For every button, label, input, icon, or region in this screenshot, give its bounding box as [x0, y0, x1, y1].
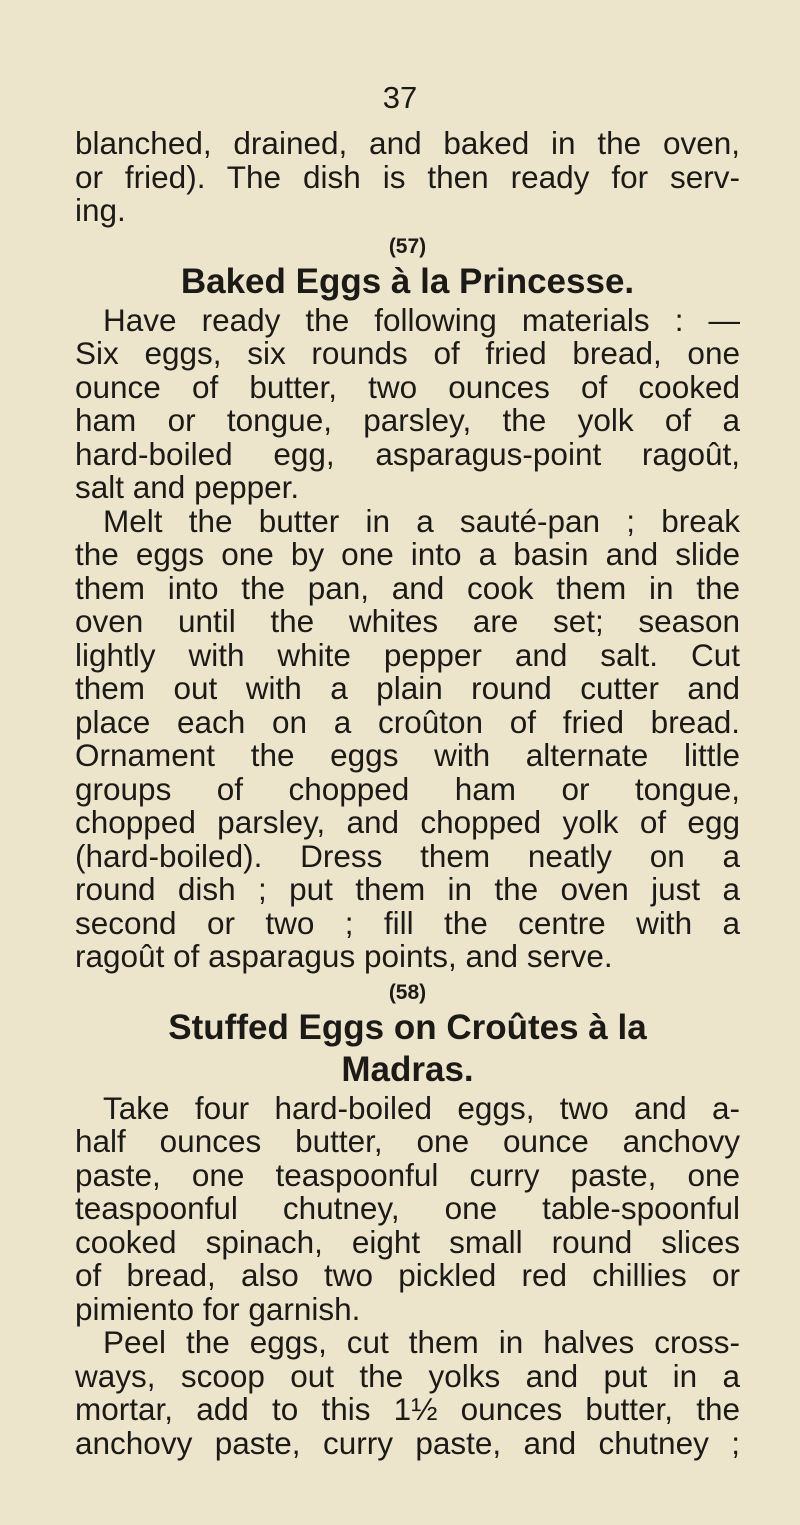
recipe-title: Stuffed Eggs on Croûtes à la [168, 1007, 647, 1047]
text-line: blanched, drained, and baked in the oven, [75, 125, 740, 161]
text-line: groups of chopped ham or tongue, [75, 770, 740, 807]
text-line: Melt the butter in a sauté-pan ; break [103, 502, 740, 539]
recipe-paragraph [75, 1326, 740, 1460]
text-line: oven until the whites are set; season [75, 603, 740, 639]
text-line: ham or tongue, parsley, the yolk of a [75, 402, 740, 438]
text-line: teaspoonful chutney, one table-spoonful [75, 1190, 740, 1226]
recipe-title: Baked Eggs à la Princesse. [180, 261, 635, 301]
text-line: ing. [75, 192, 126, 228]
text-line: them out with a plain round cutter and [75, 670, 740, 706]
text-line: (hard-boiled). Dress them neatly on a [75, 837, 740, 874]
text-line: place each on a croûton of fried bread. [75, 703, 740, 740]
text-line: ounce of butter, two ounces of cooked [75, 368, 740, 405]
text-line: cooked spinach, eight small round slices [75, 1223, 740, 1260]
recipe-number: (57) [388, 234, 427, 258]
page-content [75, 127, 740, 1460]
text-line: paste, one teaspoonful curry paste, one [75, 1156, 740, 1193]
text-line: Take four hard-boiled eggs, two and a- [103, 1089, 740, 1126]
text-line: second or two ; fill the centre with a [75, 904, 740, 941]
recipe-paragraph [75, 301, 740, 505]
text-line: ways, scoop out the yolks and put in a [75, 1357, 740, 1394]
text-line: the eggs one by one into a basin and slide [75, 536, 740, 572]
text-line: Have ready the following materials : — [103, 301, 740, 338]
text-line: chopped parsley, and chopped yolk of egg [75, 804, 740, 840]
text-line: Peel the eggs, cut them in halves cross- [103, 1324, 740, 1360]
text-line: pimiento for garnish. [75, 1290, 361, 1327]
text-line: salt and pepper. [75, 469, 300, 505]
intro-paragraph [75, 127, 740, 228]
text-line: round dish ; put them in the oven just a [75, 871, 740, 907]
page-number: 37 [382, 80, 418, 115]
text-line: half ounces butter, one ounce anchovy [75, 1123, 740, 1159]
text-line: ragoût of asparagus points, and serve. [75, 938, 613, 974]
recipe-number: (58) [388, 980, 427, 1004]
text-line: lightly with white pepper and salt. Cut [75, 636, 740, 673]
text-line: hard-boiled egg, asparagus-point ragoût, [75, 435, 740, 472]
recipe-paragraph [75, 502, 740, 974]
text-line: anchovy paste, curry paste, and chutney ; [75, 1424, 740, 1461]
text-line: them into the pan, and cook them in the [75, 569, 740, 606]
text-line: Ornament the eggs with alternate little [75, 737, 740, 773]
recipe-title-continued: Madras. [341, 1049, 474, 1089]
text-line: mortar, add to this 1½ ounces butter, the [75, 1391, 740, 1427]
text-line: or fried). The dish is then ready for serv- [75, 158, 740, 195]
recipe-paragraph [75, 1089, 740, 1327]
text-line: Six eggs, six rounds of fried bread, one [75, 335, 740, 371]
text-line: of bread, also two pickled red chillies or [75, 1257, 740, 1293]
